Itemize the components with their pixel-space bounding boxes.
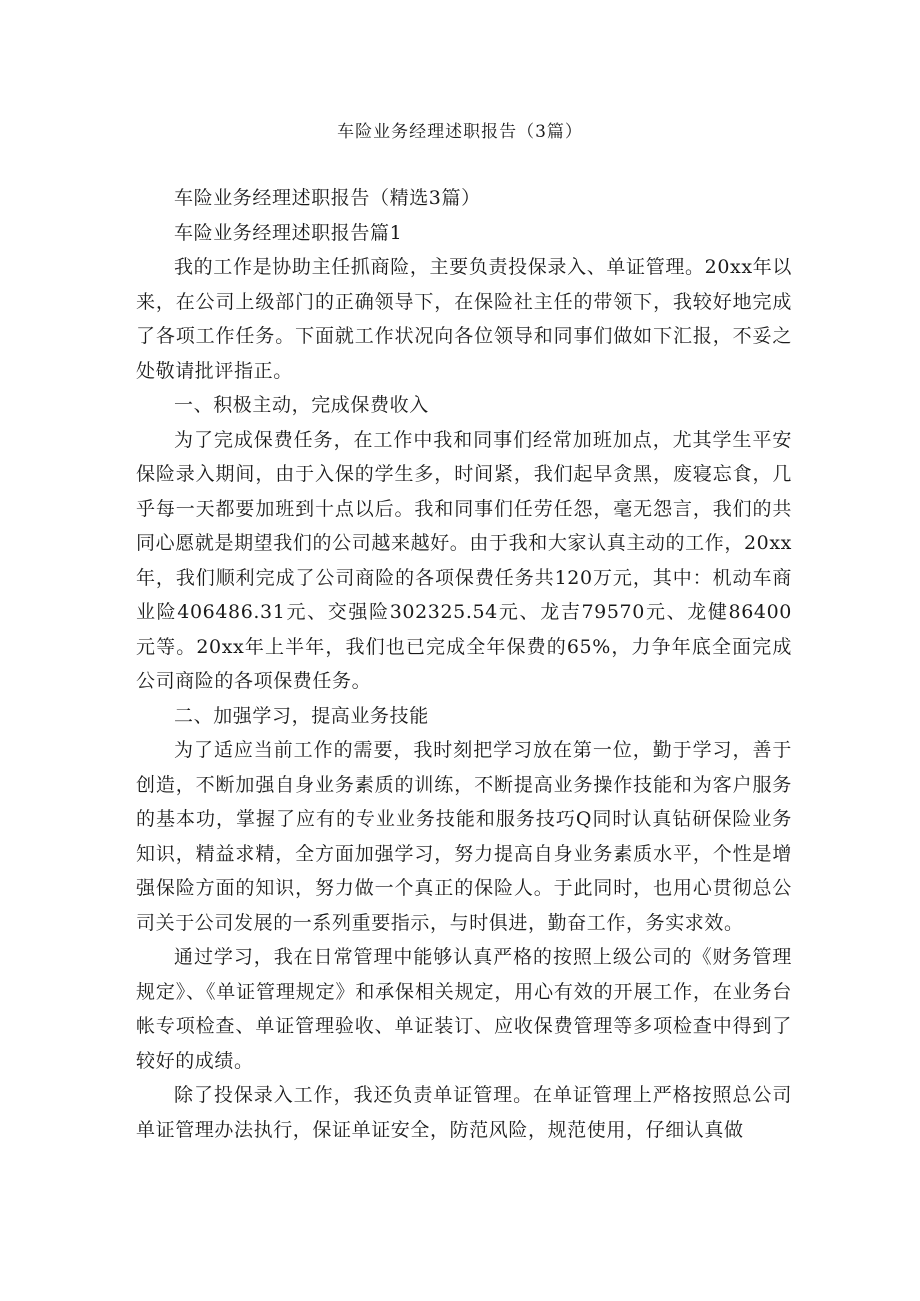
body-paragraph: 为了完成保费任务，在工作中我和同事们经常加班加点，尤其学生平安保险录入期间，由于入保的学生多，时间紧，我们起早贪黑，废寝忘食，几乎每一天都要加班到十点以后。我和同事们任劳任怨，毫无怨言，我们的共同心愿就是期望我们的公司越来越好。由于我和大家认真主动的工作，20xx年，我们顺利完成了公司商险的各项保费任务共120万元，其中：机动车商业险406486.31元、交强险302325.54元、龙吉79570元、龙健86400元等。20xx年上半年，我们也已完成全年保费的65%，力争年底全面完成公司商险的各项保费任务。	[136, 428, 792, 692]
body-paragraph: 为了适应当前工作的需要，我时刻把学习放在第一位，勤于学习，善于创造，不断加强自身业务素质的训练，不断提高业务操作技能和为客户服务的基本功，掌握了应有的专业业务技能和服务技巧Q同时认真钻研保险业务知识，精益求精，全方面加强学习，努力提高自身业务素质水平，个性是增强保险方面的知识，努力做一个真正的保险人。于此同时，也用心贯彻总公司关于公司发展的一系列重要指示，与时俱进，勤奋工作，务实求效。	[136, 739, 792, 934]
section-heading-part1: 车险业务经理述职报告篇1	[174, 221, 403, 244]
section-heading: 一、积极主动，完成保费收入	[174, 394, 429, 416]
body-paragraph: 我的工作是协助主任抓商险，主要负责投保录入、单证管理。20xx年以来，在公司上级部门的正确领导下，在保险社主任的带领下，我较好地完成了各项工作任务。下面就工作状况向各位领导和同事们做如下汇报，不妥之处敬请批评指正。	[136, 256, 792, 382]
document-title: 车险业务经理述职报告（3篇）	[337, 122, 583, 142]
body-paragraph: 除了投保录入工作，我还负责单证管理。在单证管理上严格按照总公司单证管理办法执行，保证单证安全，防范风险，规范使用，仔细认真做	[136, 1084, 792, 1141]
body-paragraph: 通过学习，我在日常管理中能够认真严格的按照上级公司的《财务管理规定》、《单证管理规定》和承保相关规定，用心有效的开展工作，在业务台帐专项检查、单证管理验收、单证装订、应收保费管理等多项检查中得到了较好的成绩。	[136, 946, 792, 1072]
document-body	[136, 181, 792, 1147]
section-heading: 二、加强学习，提高业务技能	[174, 704, 429, 727]
subtitle-paragraph: 车险业务经理述职报告（精选3篇）	[174, 187, 481, 209]
